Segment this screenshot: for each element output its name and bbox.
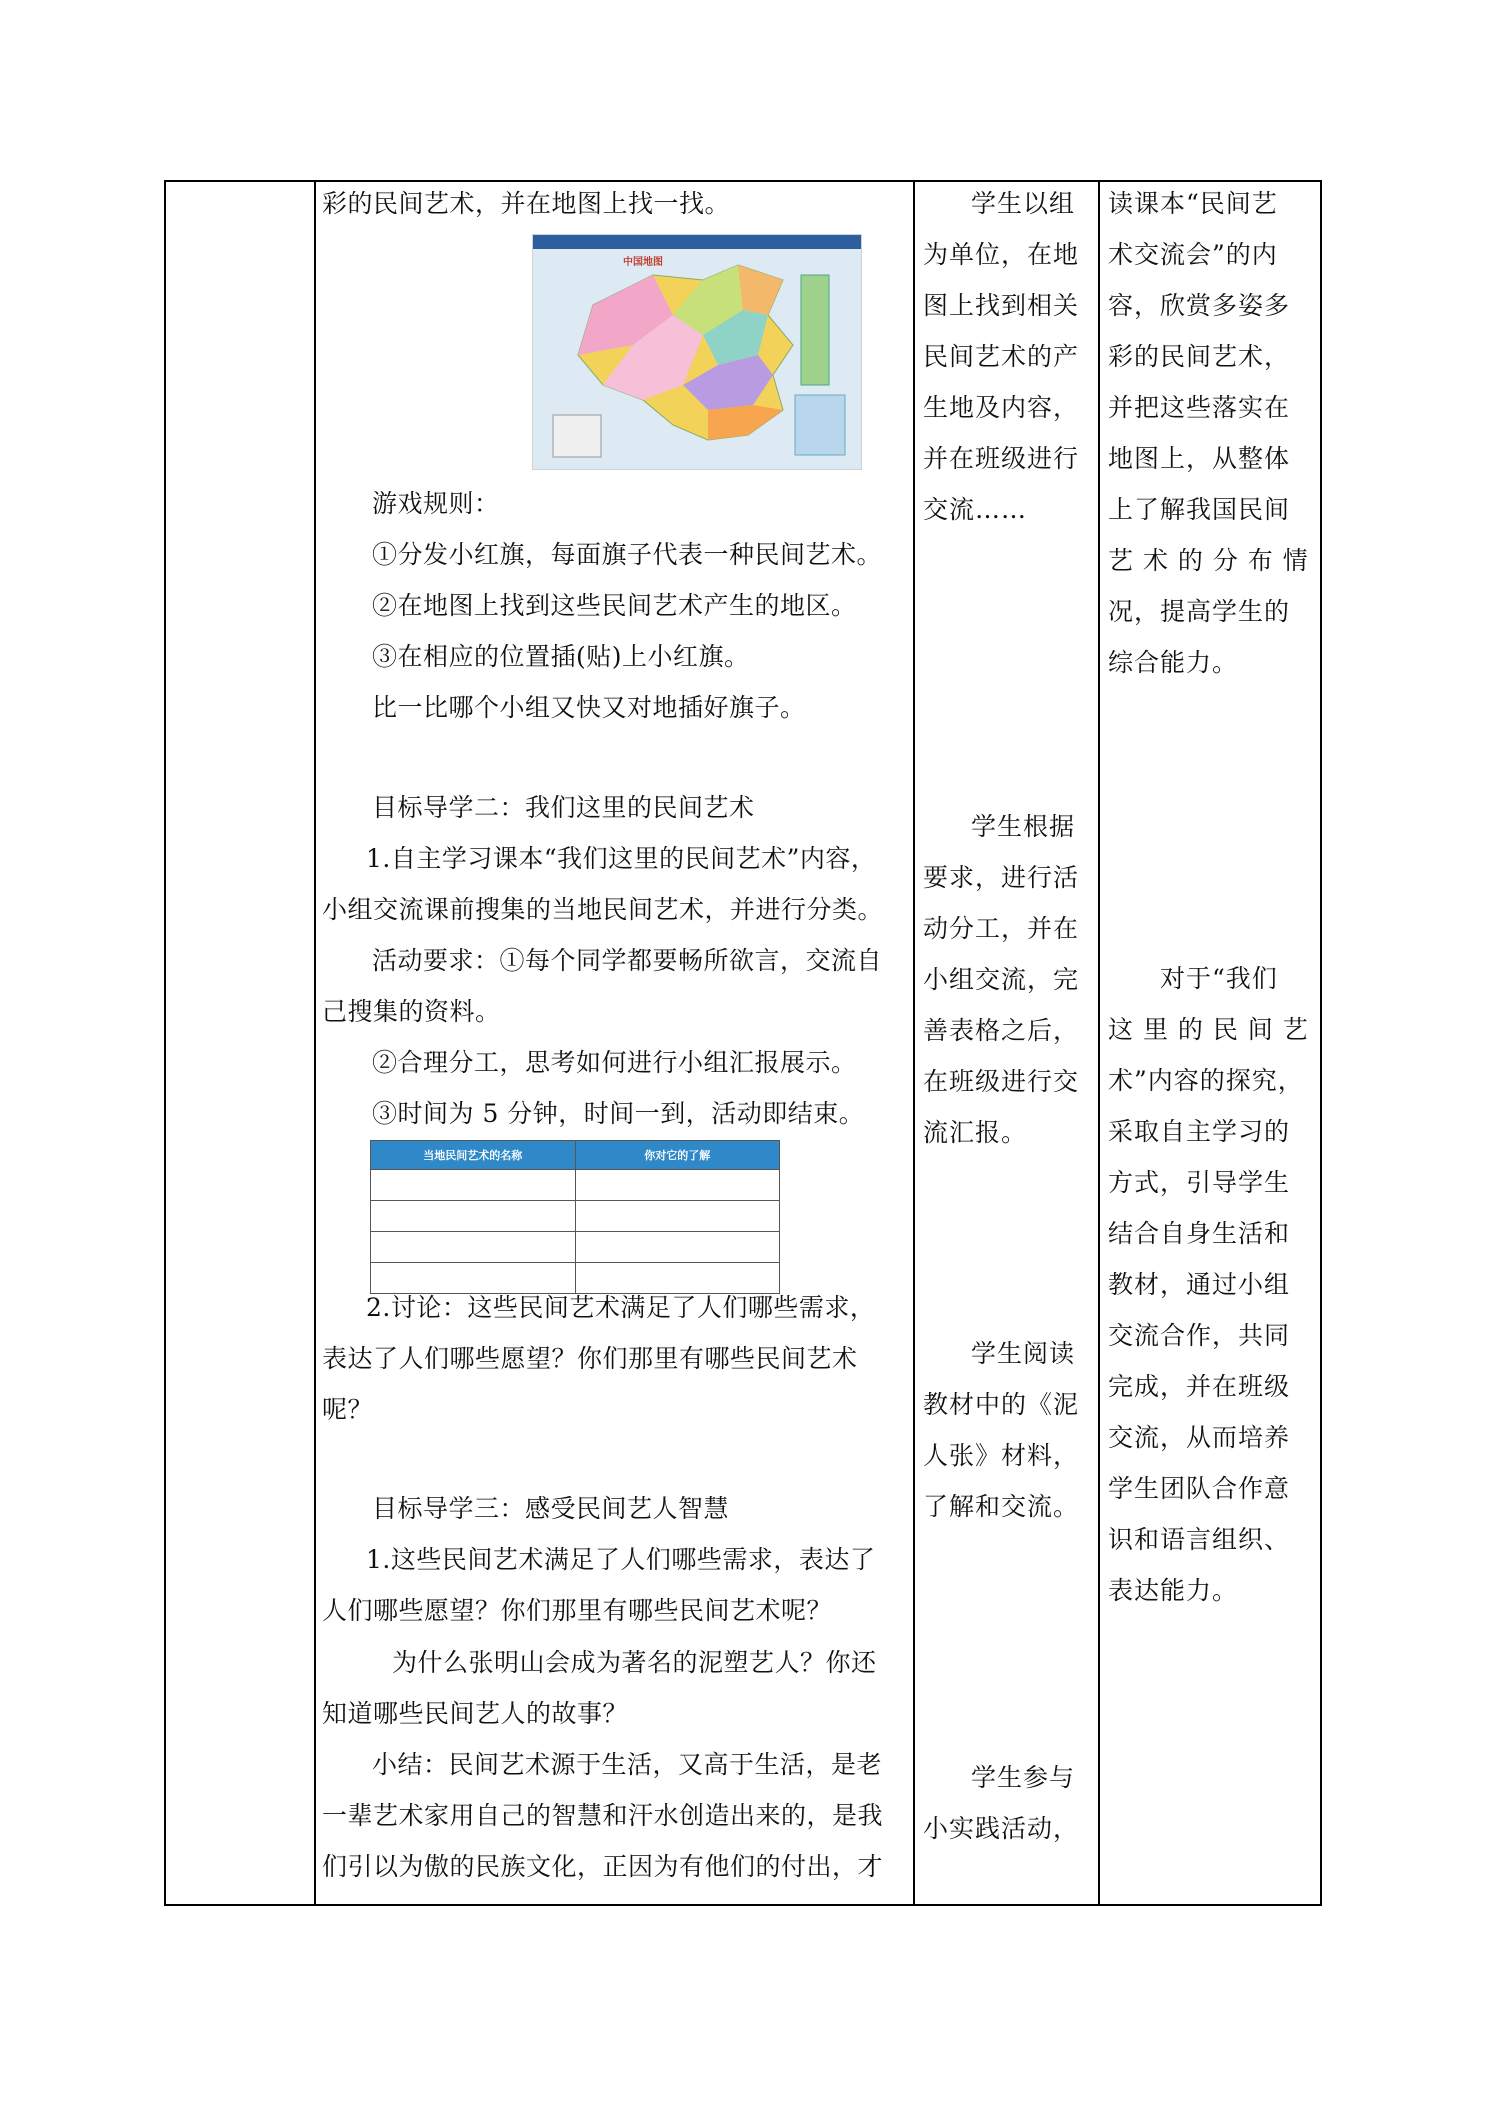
text-line: 这 里 的 民 间 艺 (1108, 1015, 1309, 1044)
text-line: 教材，通过小组 (1108, 1270, 1291, 1299)
folk-art-table (370, 1140, 780, 1294)
teaching-content-column (316, 182, 911, 1904)
goal2-title: 目标导学二：我们这里的民间艺术 (372, 793, 755, 822)
text-line: 并在班级进行 (923, 444, 1080, 473)
design-intent-block-1 (1108, 178, 1318, 688)
text-line: 生地及内容， (923, 393, 1080, 422)
design-intent-column (1100, 182, 1322, 1904)
rule-2: ②在地图上找到这些民间艺术产生的地区。 (372, 591, 857, 620)
discussion-line1: 2.讨论：这些民间艺术满足了人们哪些需求， (366, 1293, 876, 1322)
intro-line: 彩的民间艺术，并在地图上找一找。 (322, 189, 731, 218)
text-line: 交流，从而培养 (1108, 1423, 1291, 1452)
text-line: 动分工，并在 (923, 914, 1080, 943)
student-activity-block-2 (923, 801, 1095, 1158)
text-line: 况，提高学生的 (1108, 597, 1291, 626)
rule-3: ③在相应的位置插(贴)上小红旗。 (372, 642, 750, 671)
text-line: 采取自主学习的 (1108, 1117, 1291, 1146)
text-line: 学生根据 (971, 812, 1076, 841)
text-line: 善表格之后， (923, 1016, 1080, 1045)
text-line: 完成，并在班级 (1108, 1372, 1291, 1401)
goal3-paragraph-line1: 1.这些民间艺术满足了人们哪些需求，表达了 (366, 1545, 876, 1574)
text-line: 并把这些落实在 (1108, 393, 1291, 422)
text-line: 为单位，在地 (923, 240, 1080, 269)
design-intent-block-2 (1108, 953, 1318, 1616)
text-line: 小实践活动， (923, 1814, 1080, 1843)
text-line: 彩的民间艺术， (1108, 342, 1291, 371)
text-line: 综合能力。 (1108, 648, 1239, 677)
summary-line2: 一辈艺术家用自己的智慧和汗水创造出来的，是我 (322, 1801, 884, 1830)
summary-line1: 小结：民间艺术源于生活，又高于生活，是老 (372, 1750, 883, 1779)
requirement-3: ③时间为 5 分钟，时间一到，活动即结束。 (372, 1099, 865, 1128)
text-line: 民间艺术的产 (923, 342, 1080, 371)
compare-line: 比一比哪个小组又快又对地插好旗子。 (372, 693, 806, 722)
rule-1: ①分发小红旗，每面旗子代表一种民间艺术。 (372, 540, 883, 569)
text-line: 学生阅读 (971, 1339, 1076, 1368)
table-header-understanding: 你对它的了解 (575, 1141, 780, 1170)
discussion-line2: 表达了人们哪些愿望？你们那里有哪些民间艺术 (322, 1344, 858, 1373)
student-activity-block-1 (923, 178, 1095, 535)
summary-line3: 们引以为傲的民族文化，正因为有他们的付出，才 (322, 1852, 884, 1881)
requirement-2: ②合理分工，思考如何进行小组汇报展示。 (372, 1048, 857, 1077)
text-line: 人张》材料， (923, 1441, 1080, 1470)
goal2-paragraph-line2: 小组交流课前搜集的当地民间艺术，并进行分类。 (322, 895, 884, 924)
goal3-question-line1: 为什么张明山会成为著名的泥塑艺人？你还 (392, 1648, 877, 1677)
student-activity-block-4 (923, 1752, 1095, 1854)
text-line: 术交流会”的内 (1108, 240, 1278, 269)
table-row (371, 1170, 780, 1201)
text-line: 表达能力。 (1108, 1576, 1239, 1605)
map-title: 中国地图 (623, 257, 663, 268)
text-line: 在班级进行交 (923, 1067, 1080, 1096)
text-line: 地图上，从整体 (1108, 444, 1291, 473)
text-line: 流汇报。 (923, 1118, 1028, 1147)
student-activity-block-3 (923, 1328, 1095, 1532)
rules-title: 游戏规则： (372, 489, 500, 518)
text-line: 教材中的《泥 (923, 1390, 1080, 1419)
text-line: 读课本“民间艺 (1108, 189, 1278, 218)
requirement-line1: 活动要求：①每个同学都要畅所欲言，交流自 (372, 946, 883, 975)
text-line: 要求，进行活 (923, 863, 1080, 892)
table-row (371, 1201, 780, 1232)
text-line: 交流…… (923, 495, 1028, 524)
text-line: 图上找到相关 (923, 291, 1080, 320)
goal3-paragraph-line2: 人们哪些愿望？你们那里有哪些民间艺术呢？ (322, 1596, 833, 1625)
goal3-question-line2: 知道哪些民间艺人的故事？ (322, 1699, 629, 1728)
text-line: 学生以组 (971, 189, 1076, 218)
text-line: 交流合作，共同 (1108, 1321, 1291, 1350)
table-row (371, 1232, 780, 1263)
requirement-line2: 己搜集的资料。 (322, 997, 501, 1026)
table-header-name: 当地民间艺术的名称 (371, 1141, 576, 1170)
goal2-paragraph-line1: 1.自主学习课本“我们这里的民间艺术”内容， (366, 844, 877, 873)
china-map-image (532, 234, 862, 470)
student-activity-column (915, 182, 1096, 1904)
text-line: 对于“我们 (1160, 964, 1278, 993)
text-line: 容，欣赏多姿多 (1108, 291, 1291, 320)
discussion-line3: 呢？ (322, 1395, 374, 1424)
text-line: 小组交流，完 (923, 965, 1080, 994)
text-line: 上了解我国民间 (1108, 495, 1291, 524)
text-line: 术”内容的探究， (1108, 1066, 1304, 1095)
text-line: 识和语言组织、 (1108, 1525, 1291, 1554)
map-regions-graphic (533, 235, 862, 470)
text-line: 学生参与 (971, 1763, 1076, 1792)
lesson-plan-table (164, 180, 1322, 1906)
text-line: 方式，引导学生 (1108, 1168, 1291, 1197)
text-line: 了解和交流。 (923, 1492, 1080, 1521)
text-line: 艺 术 的 分 布 情 (1108, 546, 1309, 575)
text-line: 学生团队合作意 (1108, 1474, 1291, 1503)
goal3-title: 目标导学三：感受民间艺人智慧 (372, 1494, 730, 1523)
text-line: 结合自身生活和 (1108, 1219, 1291, 1248)
